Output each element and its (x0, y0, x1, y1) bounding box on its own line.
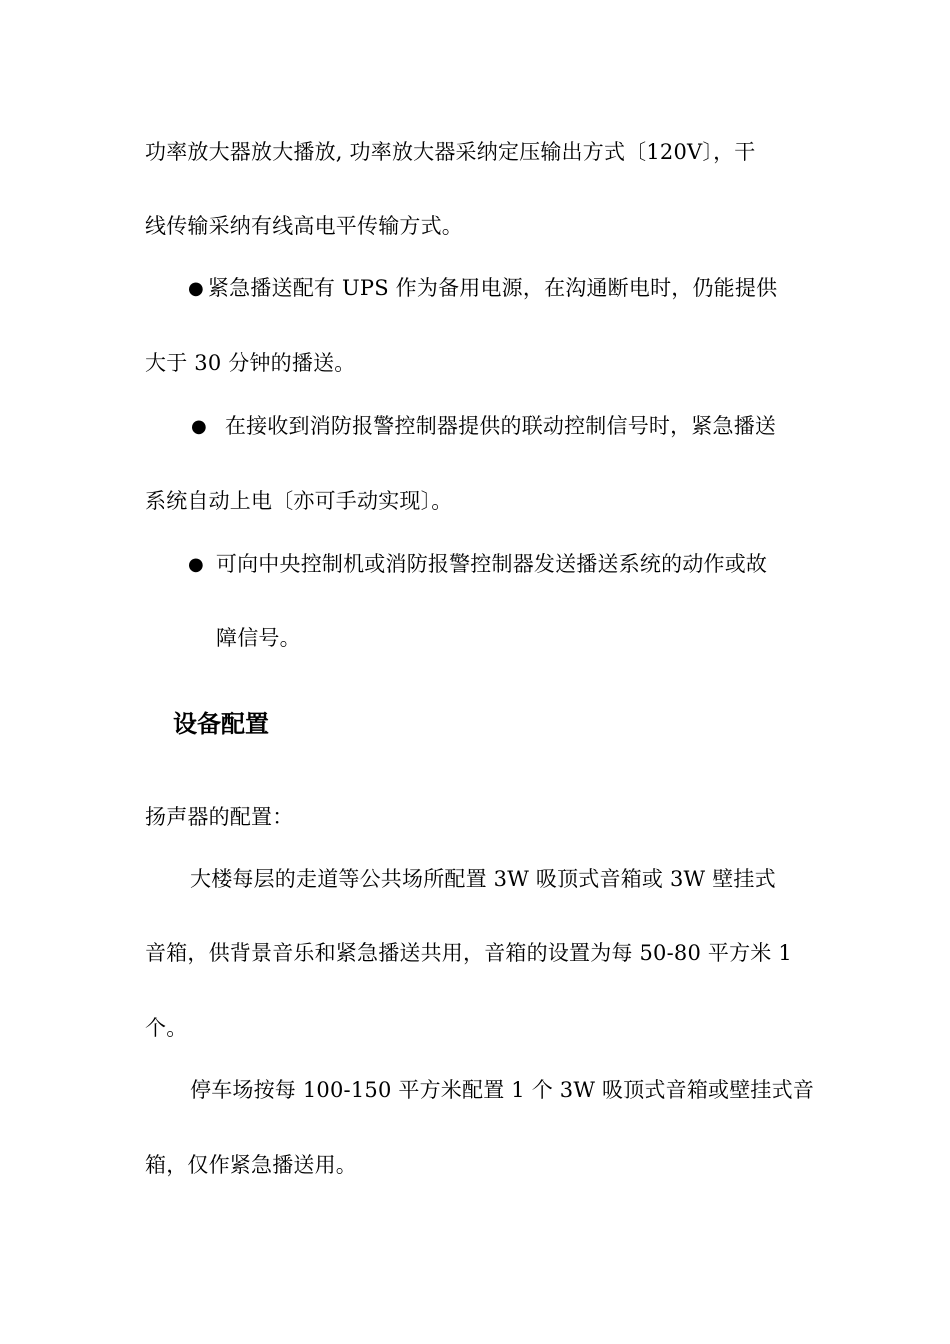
paragraph-line: 停车场按每 100-150 平方米配置 1 个 3W 吸顶式音箱或壁挂式音 (190, 1078, 815, 1102)
paragraph-line: 箱，仅作紧急播送用。 (145, 1153, 357, 1177)
paragraph-line: 系统自动上电〔亦可手动实现〕。 (145, 489, 453, 513)
bullet-text: 在接收到消防报警控制器提供的联动控制信号时，紧急播送 (224, 414, 777, 438)
bullet-text: 可向中央控制机或消防报警控制器发送播送系统的动作或故 (215, 552, 768, 576)
bullet-icon: ● (191, 416, 207, 437)
paragraph-line: 个。 (145, 1016, 188, 1040)
paragraph-line: 功率放大器放大播放, 功率放大器采纳定压输出方式〔120V〕，干 (145, 140, 756, 164)
paragraph-line: 线传输采纳有线高电平传输方式。 (145, 214, 463, 238)
paragraph-line: 音箱，供背景音乐和紧急播送共用，音箱的设置为每 50-80 平方米 1 (145, 941, 792, 965)
paragraph-line: 大于 30 分钟的播送。 (145, 351, 356, 375)
paragraph-line: 大楼每层的走道等公共场所配置 3W 吸顶式音箱或 3W 壁挂式 (190, 867, 776, 891)
bullet-continuation: 障信号。 (216, 626, 301, 650)
bullet-item (188, 549, 767, 581)
bullet-text: 紧急播送配有 UPS 作为备用电源，在沟通断电时，仍能提供 (207, 276, 778, 300)
bullet-item (191, 411, 776, 443)
section-heading: 设备配置 (173, 710, 269, 738)
bullet-icon: ● (188, 278, 204, 299)
bullet-item (188, 273, 777, 305)
paragraph-line: 扬声器的配置： (145, 805, 294, 829)
bullet-icon: ● (188, 554, 204, 575)
